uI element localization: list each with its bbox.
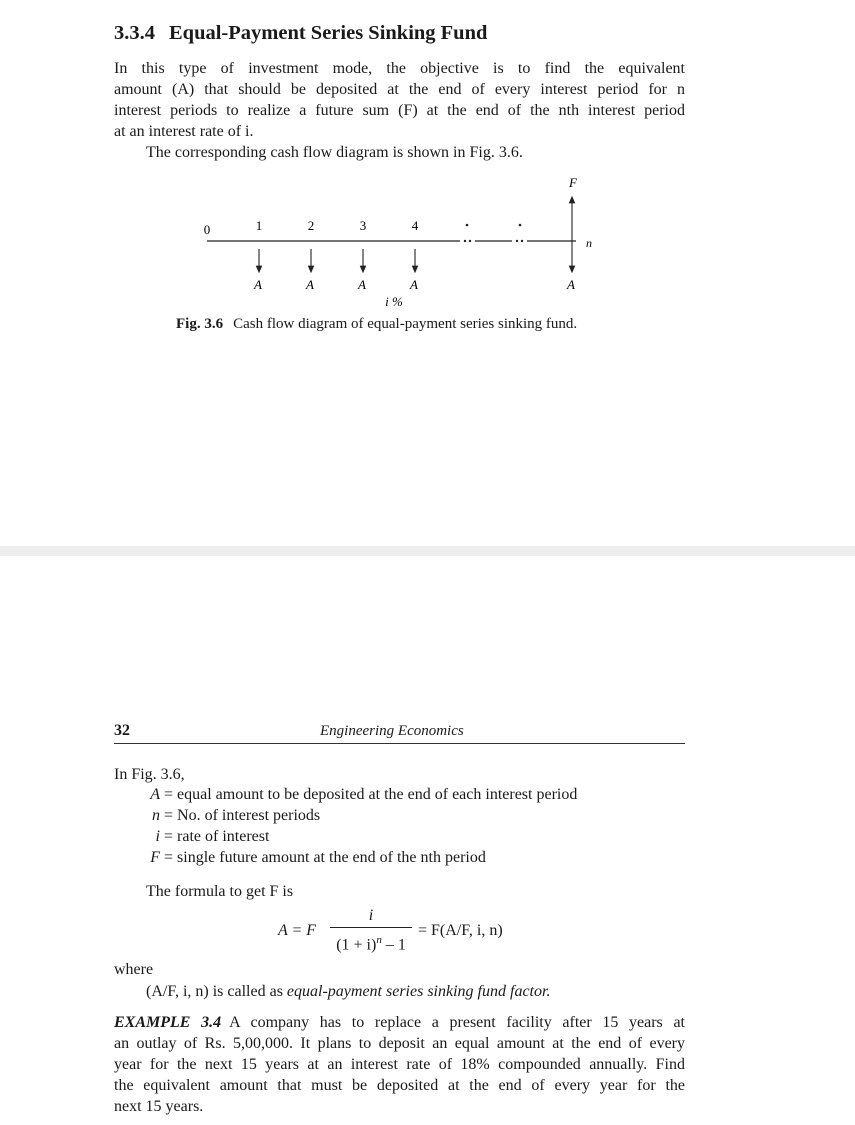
diagram-intro: The corresponding cash flow diagram is shown in Fig. 3.6.: [146, 144, 523, 161]
figure-caption-text: Cash flow diagram of equal-payment series sinking fund.: [233, 316, 578, 332]
payment-label-4: A: [410, 277, 418, 292]
intro-line: In this type of investment mode, the objective is to find the equivalent: [114, 60, 685, 77]
axis-dot: [521, 240, 523, 242]
intro-line: amount (A) that should be deposited at the end of every interest period for n: [114, 81, 685, 98]
figure-caption: [176, 316, 577, 333]
example-line: the equivalent amount that must be deposited at the end of every year for the: [114, 1077, 685, 1094]
payment-label-3: A: [358, 277, 366, 292]
ellipsis-dot: [466, 224, 469, 227]
period-label-n: n: [586, 236, 592, 250]
factor-note-prefix: (A/F, i, n) is called as: [146, 983, 287, 1000]
interest-rate-label: i %: [385, 294, 403, 309]
example-line: year for the next 15 years at an interest rate of 18% compounded annually. Find: [114, 1056, 685, 1073]
definition-symbol: i: [155, 828, 160, 845]
formula-intro: The formula to get F is: [146, 883, 294, 900]
example-line: next 15 years.: [114, 1098, 204, 1115]
definition-row: n = No. of interest periods: [146, 807, 320, 825]
factor-note: [146, 981, 550, 1002]
payment-label-n: A: [567, 277, 575, 292]
definition-symbol: A: [150, 786, 160, 803]
denominator-tail: – 1: [381, 936, 406, 954]
future-value-label: F: [569, 175, 577, 190]
formula-denominator: [330, 930, 412, 955]
example-line: an outlay of Rs. 5,00,000. It plans to deposit an equal amount at the end of every: [114, 1035, 685, 1052]
example-paragraph: [114, 1012, 685, 1117]
period-label-3: 3: [359, 218, 367, 233]
definition-text: single future amount at the end of the nth period: [177, 849, 486, 866]
example-line: [114, 1012, 685, 1033]
period-label-1: 1: [255, 218, 263, 233]
definition-text: rate of interest: [177, 828, 270, 845]
definition-row: A = equal amount to be deposited at the end of each interest period: [146, 786, 577, 804]
axis-dot: [516, 240, 518, 242]
page-top: [0, 0, 855, 546]
period-label-4: 4: [411, 218, 419, 233]
page-bottom: [0, 556, 855, 1125]
running-header: [114, 722, 685, 744]
denominator-base: (1 + i): [336, 936, 377, 954]
page-separator: [0, 546, 855, 556]
period-label-0: 0: [203, 222, 211, 237]
payment-label-2: A: [306, 277, 314, 292]
axis-dot: [464, 240, 466, 242]
fraction-bar: [330, 927, 412, 928]
formula-lhs: A = F: [278, 922, 317, 939]
figure-caption-label: Fig. 3.6: [176, 316, 224, 332]
in-fig-label: In Fig. 3.6,: [114, 766, 185, 783]
ellipsis-dot: [519, 224, 522, 227]
definition-text: equal amount to be deposited at the end of each interest period: [177, 786, 578, 803]
definition-row: i = rate of interest: [146, 828, 269, 846]
where-label: where: [114, 961, 154, 978]
intro-line: interest periods to realize a future sum (F) at the end of the nth interest period: [114, 102, 685, 119]
section-number: 3.3.4: [114, 22, 155, 44]
page-number: 32: [114, 722, 130, 739]
intro-line: at an interest rate of i.: [114, 123, 254, 140]
formula-rhs: = F(A/F, i, n): [418, 922, 503, 939]
cash-flow-diagram: [0, 0, 855, 320]
running-title: Engineering Economics: [320, 723, 464, 739]
definition-symbol: n: [152, 807, 160, 824]
denominator-exponent: n: [376, 934, 382, 946]
factor-note-term: equal-payment series sinking fund factor.: [286, 983, 551, 1000]
payment-label-1: A: [254, 277, 262, 292]
section-title: Equal-Payment Series Sinking Fund: [169, 22, 488, 44]
definition-symbol: F: [150, 849, 160, 866]
period-label-2: 2: [307, 218, 315, 233]
formula-numerator: i: [368, 907, 374, 924]
definition-text: No. of interest periods: [177, 807, 321, 824]
axis-dot: [469, 240, 471, 242]
definition-row: F = single future amount at the end of the nth period: [146, 849, 486, 867]
example-first-text: A company has to replace a present facility after 15 years at: [229, 1014, 686, 1031]
formula-fraction: [330, 906, 412, 955]
example-label: EXAMPLE 3.4: [114, 1014, 222, 1031]
